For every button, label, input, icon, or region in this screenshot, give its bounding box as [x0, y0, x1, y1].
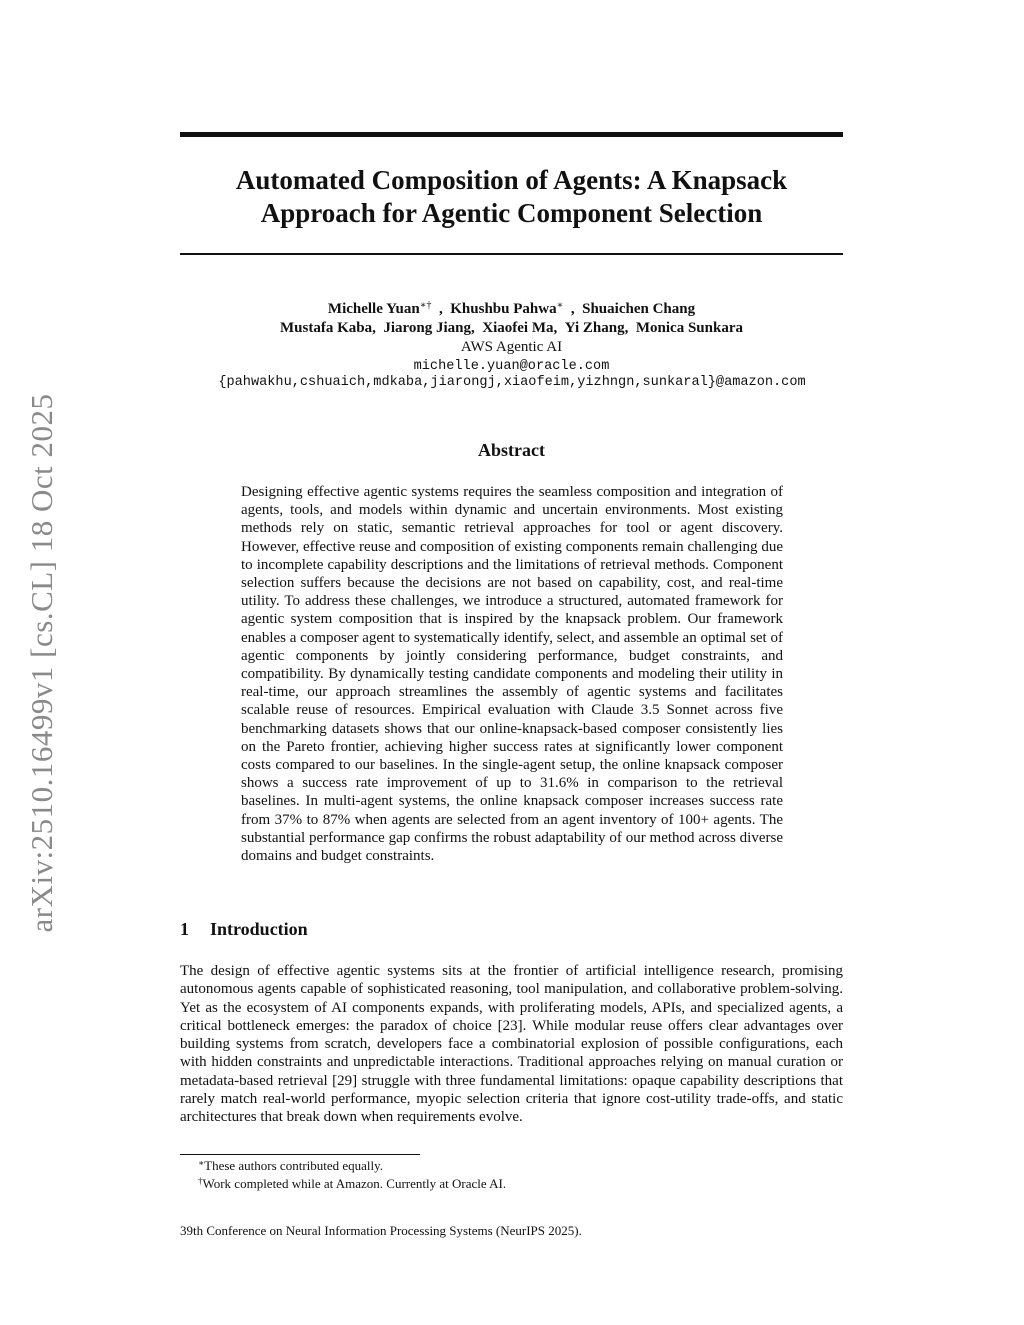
title-bottom-rule [180, 253, 843, 255]
author-mark: ∗† [419, 300, 432, 311]
footnotes [198, 1157, 506, 1193]
introduction-paragraph: The design of effective agentic systems sits at the frontier of artificial intelligence research, promising autonomous agents capable of sophisticated reasoning, tool manipulation, and collaborative problem-solving. Yet as the ecosystem of AI components expands, with proliferating models, APIs, and specialized agents, a critical bottleneck emerges: the paradox of choice [23]. While modular reuse offers clear advantages over building systems from scratch, developers face a combinatorial explosion of possible configurations, each with hidden constraints and unpredictable interactions. Traditional approaches relying on manual curation or metadata-based retrieval [29] struggle with three fundamental limitations: opaque capability descriptions that rarely match real-world performance, myopic selection criteria that ignore cost-utility trade-offs, and static architectures that break down when requirements evolve. [180, 963, 843, 1126]
footnote-rule [180, 1154, 420, 1155]
affiliation: AWS Agentic AI [460, 339, 563, 355]
abstract-text: Designing effective agentic systems requires the seamless composition and integration of agents, tools, and models within dynamic and uncertain environments. Most existing methods rely on static, semantic retrieval approaches for tool or agent discovery. However, effective reuse and composition of existing components remain challenging due to incomplete capability descriptions and the limitations of retrieval methods. Component selection suffers because the decisions are not based on capability, cost, and real-time utility. To address these challenges, we introduce a structured, automated framework for agentic system composition that is inspired by the knapsack problem. Our framework enables a composer agent to systematically identify, select, and assemble an optimal set of agentic components by jointly considering performance, budget constraints, and compatibility. By dynamically testing candidate components and modeling their utility in real-time, our approach streamlines the assembly of agentic systems and facilitates scalable reuse of resources. Empirical evaluation with Claude 3.5 Sonnet across five benchmarking datasets shows that our online-knapsack-based composer consistently lies on the Pareto frontier, achieving higher success rates at significantly lower component costs compared to our baselines. In the single-agent setup, the online knapsack composer shows a success rate improvement of up to 31.6% in comparison to the retrieval baselines. In multi-agent systems, the online knapsack composer increases success rate from 37% to 87% when agents are selected from an agent inventory of 100+ agents. The substantial performance gap confirms the robust adaptability of our method across diverse domains and budget constraints. [241, 484, 783, 865]
author-name: Jiarong Jiang [383, 320, 471, 336]
author-name: Yi Zhang [564, 320, 625, 336]
title-line-2: Approach for Agentic Component Selection [260, 198, 763, 228]
author-email-group: {pahwakhu,cshuaich,mdkaba,jiarongj,xiaofeim,yizhngn,sunkaral}@amazon.com [218, 375, 806, 390]
footnote-mark: † [198, 1176, 203, 1186]
section-heading-introduction [180, 919, 308, 940]
author-email-primary: michelle.yuan@oracle.com [413, 359, 610, 374]
author-name: Khushbu Pahwa [450, 301, 557, 317]
footnote-text: These authors contributed equally. [204, 1158, 384, 1173]
author-name: Monica Sunkara [635, 320, 743, 336]
author-line-2: Mustafa Kaba, Jiarong Jiang, Xiaofei Ma, Yi Zhang, Monica Sunkara [280, 320, 743, 336]
section-number: 1 [180, 919, 189, 939]
footnote-2 [198, 1175, 506, 1193]
title-top-rule [180, 132, 843, 137]
conference-note: 39th Conference on Neural Information Processing Systems (NeurIPS 2025). [180, 1223, 582, 1238]
footnote-1 [198, 1157, 506, 1175]
author-name: Mustafa Kaba [280, 320, 373, 336]
footnote-text: Work completed while at Amazon. Currently at Oracle AI. [202, 1176, 507, 1191]
author-name: Shuaichen Chang [582, 301, 696, 317]
author-name: Xiaofei Ma [482, 320, 554, 336]
arxiv-identifier-stamp: arXiv:2510.16499v1 [cs.CL] 18 Oct 2025 [24, 393, 59, 933]
abstract-heading: Abstract [478, 440, 545, 460]
paper-title [180, 164, 843, 230]
author-block [180, 300, 843, 376]
footnote-mark: ∗ [198, 1158, 205, 1168]
title-line-1: Automated Composition of Agents: A Knapsack [235, 165, 788, 195]
author-mark: ∗ [556, 300, 564, 311]
section-title: Introduction [210, 919, 308, 939]
author-name: Michelle Yuan [327, 301, 420, 317]
author-line-1: Michelle Yuan∗† , Khushbu Pahwa∗ , Shuaichen Chang [327, 300, 696, 317]
